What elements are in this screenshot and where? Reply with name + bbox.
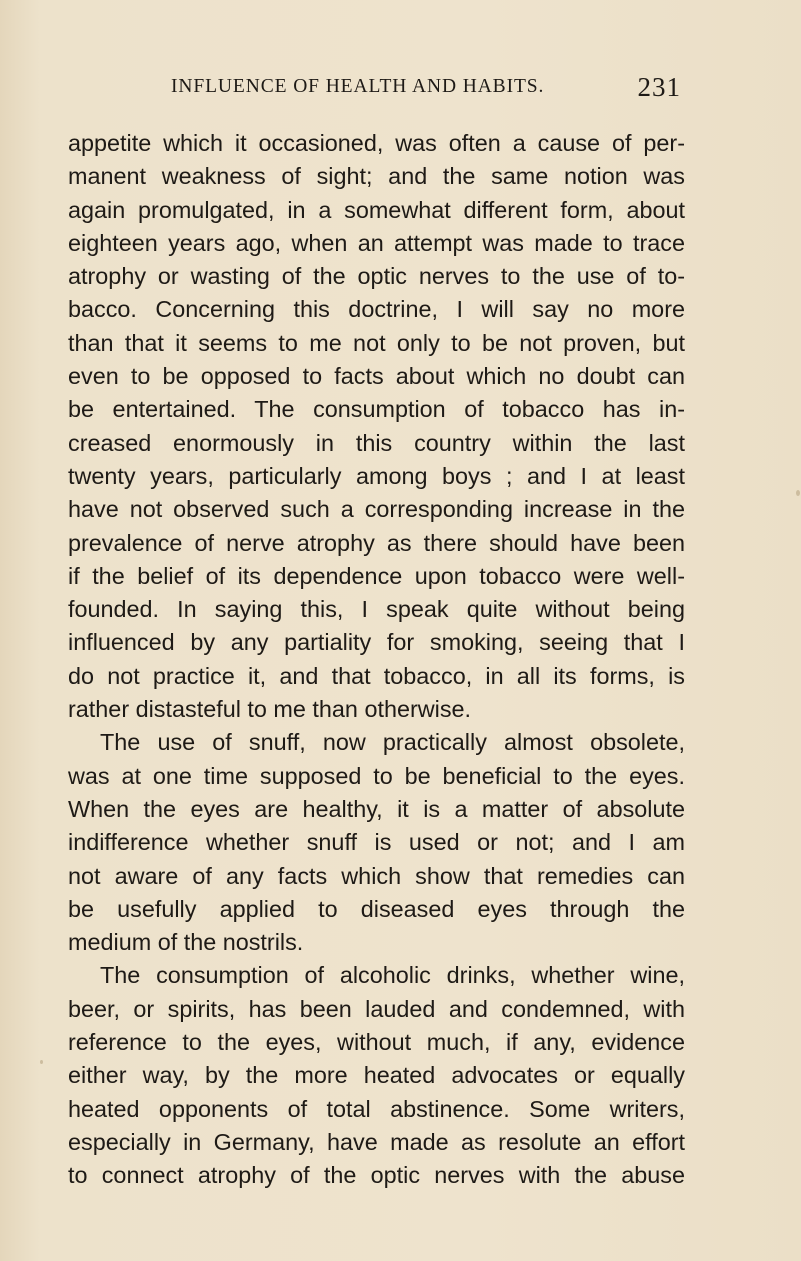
text-line: reference to the eyes, without much, if any, evidence: [68, 1029, 685, 1056]
text-line: was at one time supposed to be beneficial to the eyes.: [68, 762, 685, 789]
text-line: atrophy or wasting of the optic nerves to the use of to-: [68, 263, 685, 290]
body-text: [68, 127, 685, 1193]
paper-fleck: [40, 1060, 43, 1064]
text-line: bacco. Concerning this doctrine, I will say no more: [68, 296, 685, 323]
text-line: be usefully applied to diseased eyes through the: [68, 895, 685, 922]
text-line: have not observed such a corresponding increase in the: [68, 496, 685, 523]
text-line: indifference whether snuff is used or not; and I am: [68, 829, 685, 856]
text-line: appetite which it occasioned, was often a cause of per-: [68, 130, 685, 156]
text-line: heated opponents of total abstinence. Some writers,: [68, 1095, 685, 1122]
text-line: not aware of any facts which show that remedies can: [68, 862, 685, 889]
text-line: The use of snuff, now practically almost obsolete,: [100, 729, 685, 756]
page-number: 231: [637, 72, 681, 102]
text-line: The consumption of alcoholic drinks, whether wine,: [100, 962, 685, 989]
text-line: be entertained. The consumption of tobacco has in-: [68, 396, 685, 423]
text-line: creased enormously in this country within the last: [68, 429, 685, 456]
text-line: especially in Germany, have made as resolute an effort: [68, 1128, 685, 1155]
text-line: to connect atrophy of the optic nerves with the abuse: [68, 1162, 685, 1189]
text-line: medium of the nostrils.: [68, 929, 304, 956]
text-line: again promulgated, in a somewhat different form, about: [68, 196, 685, 223]
text-line: When the eyes are healthy, it is a matter of absolute: [68, 795, 685, 822]
text-line: rather distasteful to me than otherwise.: [68, 696, 472, 723]
running-title: INFLUENCE OF HEALTH AND HABITS.: [171, 76, 545, 97]
text-line: even to be opposed to facts about which no doubt can: [68, 363, 685, 390]
text-line: do not practice it, and that tobacco, in all its forms, is: [68, 662, 685, 689]
running-head: [171, 72, 681, 106]
paper-fleck: [796, 490, 800, 496]
text-line: prevalence of nerve atrophy as there should have been: [68, 529, 685, 556]
text-line: eighteen years ago, when an attempt was made to trace: [68, 229, 685, 256]
text-line: manent weakness of sight; and the same notion was: [68, 163, 685, 190]
text-line: than that it seems to me not only to be not proven, but: [68, 329, 685, 356]
text-line: founded. In saying this, I speak quite without being: [68, 596, 685, 623]
text-line: beer, or spirits, has been lauded and condemned, with: [68, 995, 685, 1022]
text-line: influenced by any partiality for smoking, seeing that I: [68, 629, 685, 656]
text-line: either way, by the more heated advocates or equally: [68, 1062, 685, 1089]
text-line: twenty years, particularly among boys ; and I at least: [68, 462, 685, 489]
text-line: if the belief of its dependence upon tobacco were well-: [68, 562, 685, 589]
